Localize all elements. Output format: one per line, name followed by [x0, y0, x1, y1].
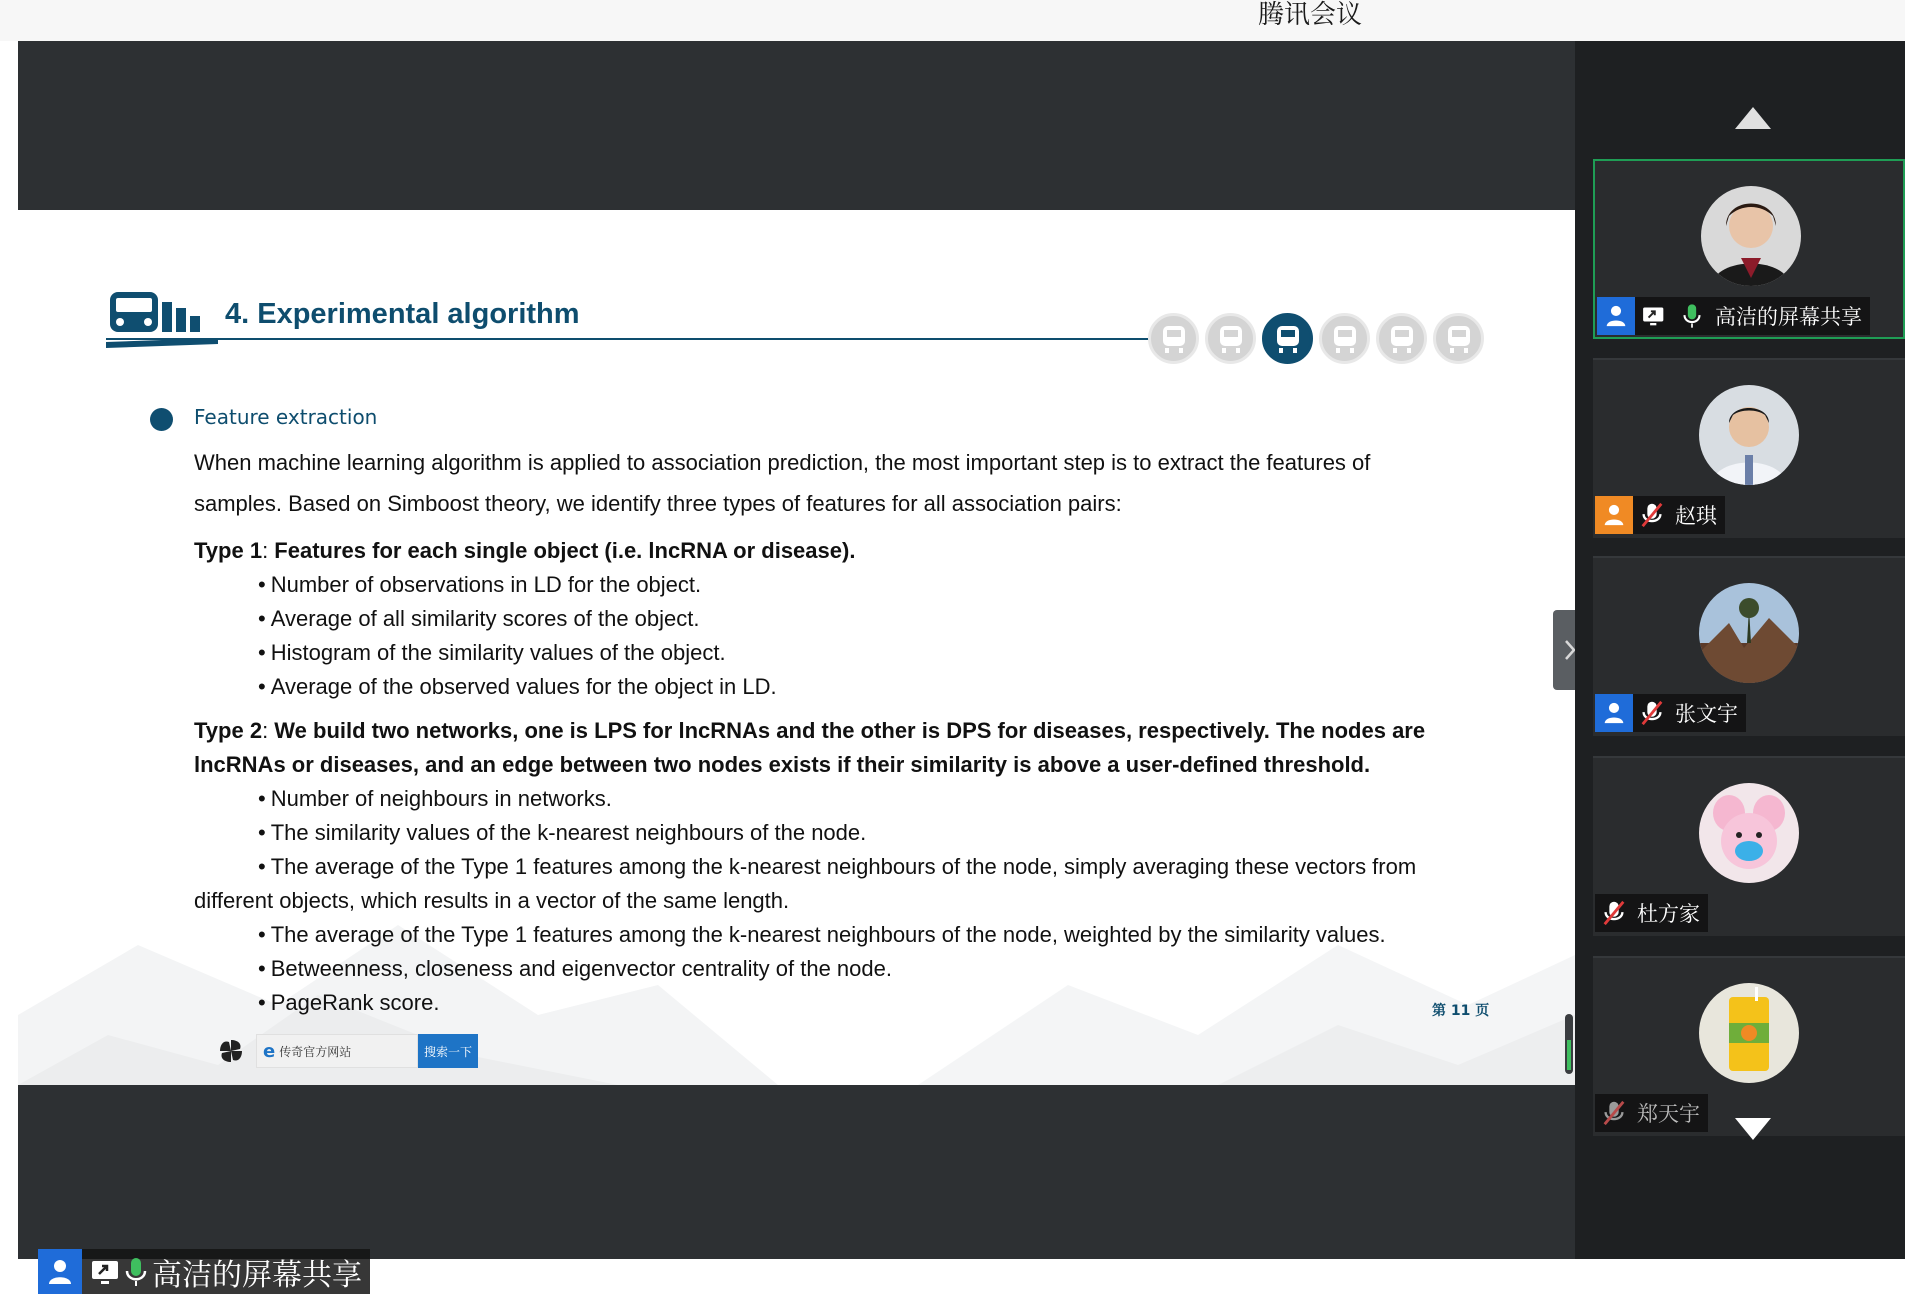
scroll-down-arrow-icon[interactable]: [1735, 1118, 1771, 1140]
participant-name-bar: [1595, 894, 1708, 932]
train-icon: [1332, 324, 1358, 354]
type1-item-text: Number of observations in LD for the object.: [270, 572, 702, 597]
participant-tile[interactable]: [1593, 556, 1905, 736]
type1-item: • Histogram of the similarity values of the object.: [258, 640, 726, 665]
type2-item-text: The average of the Type 1 features among the k-nearest neighbours of the node, weighted by the similarity values.: [270, 922, 1386, 947]
browser-search-button[interactable]: 搜索一下: [418, 1034, 478, 1068]
type2-item: • Betweenness, closeness and eigenvector centrality of the node.: [258, 956, 892, 981]
participant-name: 张文宇: [1675, 702, 1738, 726]
train-icon: [1161, 324, 1187, 354]
type2-heading: Type 2: We build two networks, one is LPS for lncRNAs and the other is DPS for diseases, respectively. The nodes are: [194, 718, 1426, 743]
participant-name: 高洁的屏幕共享: [1715, 305, 1862, 329]
microphone-muted-icon: [1633, 694, 1671, 732]
train-icon: [1218, 324, 1244, 354]
participant-tile[interactable]: [1593, 756, 1905, 936]
browser-search-input[interactable]: [256, 1034, 418, 1068]
participant-name: 郑天宇: [1637, 1102, 1700, 1126]
train-logo-icon: [106, 288, 218, 352]
type1-item: • Average of all similarity scores of the object.: [258, 606, 700, 631]
progress-dot-3-current: [1262, 313, 1313, 364]
screen-share-icon: [1635, 297, 1673, 335]
type2-item-text: Number of neighbours in networks.: [270, 786, 612, 811]
slide-title: 4. Experimental algorithm: [225, 298, 580, 330]
title-bar: [0, 0, 1905, 41]
train-icon: [1275, 324, 1301, 354]
participant-tile[interactable]: [1593, 956, 1905, 1136]
intro-line-2: samples. Based on Simboost theory, we identify three types of features for all association pairs:: [194, 491, 1122, 516]
type2-description-1: We build two networks, one is LPS for lncRNAs and the other is DPS for diseases, respectively. The nodes are: [274, 718, 1426, 743]
train-icon: [1446, 324, 1472, 354]
scroll-up-arrow-icon[interactable]: [1735, 107, 1771, 129]
participant-name-bar: [1597, 297, 1870, 335]
progress-dot-5: [1376, 313, 1427, 364]
microphone-icon: [1673, 297, 1711, 335]
participant-name-bar: [1595, 694, 1746, 732]
type2-description-2: lncRNAs or diseases, and an edge between two nodes exists if their similarity is above a user-defined threshold.: [194, 752, 1371, 777]
progress-dot-4: [1319, 313, 1370, 364]
participant-avatar: [1701, 186, 1801, 286]
person-icon: [1595, 496, 1633, 534]
participant-name-bar: [1595, 496, 1725, 534]
person-icon: [1595, 694, 1633, 732]
header-rule: [106, 338, 1166, 340]
participant-avatar: [1699, 583, 1799, 683]
browser-search-text: 传奇官方网站: [279, 1044, 352, 1059]
microphone-muted-icon: [1595, 894, 1633, 932]
type2-item-text: The similarity values of the k-nearest neighbours of the node.: [270, 820, 867, 845]
progress-dot-2: [1205, 313, 1256, 364]
app-title: 腾讯会议: [1258, 0, 1363, 30]
participant-avatar: [1699, 385, 1799, 485]
slide-body: [194, 442, 1494, 1020]
type1-item-text: Histogram of the similarity values of the object.: [270, 640, 726, 665]
type2-heading-cont: [194, 748, 1494, 782]
type1-item-text: Average of the observed values for the object in LD.: [270, 674, 777, 699]
type2-item-text: PageRank score.: [270, 990, 440, 1015]
share-badge-label: 高洁的屏幕共享: [152, 1257, 362, 1293]
volume-indicator: [1565, 1014, 1573, 1074]
type2-item: • The average of the Type 1 features among the k-nearest neighbours of the node, simply averaging these vectors from: [258, 854, 1417, 879]
participant-name: 杜方家: [1637, 902, 1700, 926]
browser-toolbar: [218, 1033, 478, 1069]
browser-logo-icon: [218, 1038, 244, 1064]
type2-item-text: different objects, which results in a vector of the same length.: [194, 888, 790, 913]
presentation-slide: [18, 210, 1575, 1085]
microphone-muted-icon: [1595, 1094, 1633, 1132]
type2-item-text: Betweenness, closeness and eigenvector centrality of the node.: [270, 956, 892, 981]
screen-share-badge: [38, 1249, 370, 1294]
type1-label: Type 1: [194, 538, 263, 563]
bullet-heading: Feature extraction: [194, 405, 378, 429]
left-edge: [0, 41, 18, 1259]
microphone-muted-icon: [1633, 496, 1671, 534]
participant-tile[interactable]: [1593, 159, 1905, 339]
participant-name-bar: [1595, 1094, 1708, 1132]
progress-dot-1: [1148, 313, 1199, 364]
type1-heading: Type 1: Features for each single object (i.e. lncRNA or disease).: [194, 538, 856, 563]
type1-item-text: Average of all similarity scores of the object.: [270, 606, 700, 631]
page-number: 第 11 页: [1432, 1003, 1490, 1019]
type1-item: • Average of the observed values for the object in LD.: [258, 674, 777, 699]
ie-icon: e: [263, 1040, 276, 1062]
section-progress: [1148, 313, 1484, 364]
bullet-dot: [150, 408, 173, 431]
train-icon: [1389, 324, 1415, 354]
progress-dot-6: [1433, 313, 1484, 364]
type1-description: Features for each single object (i.e. lncRNA or disease).: [274, 538, 856, 563]
type2-item: • The average of the Type 1 features among the k-nearest neighbours of the node, weighted by the similarity values.: [258, 922, 1386, 947]
participant-avatar: [1699, 783, 1799, 883]
type2-item: • The similarity values of the k-nearest neighbours of the node.: [258, 820, 867, 845]
type2-item-text: The average of the Type 1 features among the k-nearest neighbours of the node, simply averaging these vectors from: [270, 854, 1417, 879]
participant-tile[interactable]: [1593, 358, 1905, 538]
type1-item: • Number of observations in LD for the object.: [258, 572, 702, 597]
shared-screen-stage: [18, 41, 1575, 1293]
person-icon: [1597, 297, 1635, 335]
intro-line-1: When machine learning algorithm is applied to association prediction, the most important step is to extract the features of: [194, 450, 1371, 475]
type2-item: • Number of neighbours in networks.: [258, 786, 612, 811]
type2-item-continued: [194, 884, 1494, 918]
participant-avatar: [1699, 983, 1799, 1083]
type2-item: • PageRank score.: [258, 990, 440, 1015]
type2-label: Type 2: [194, 718, 263, 743]
person-icon: [38, 1249, 82, 1294]
participant-name: 赵琪: [1675, 504, 1717, 528]
